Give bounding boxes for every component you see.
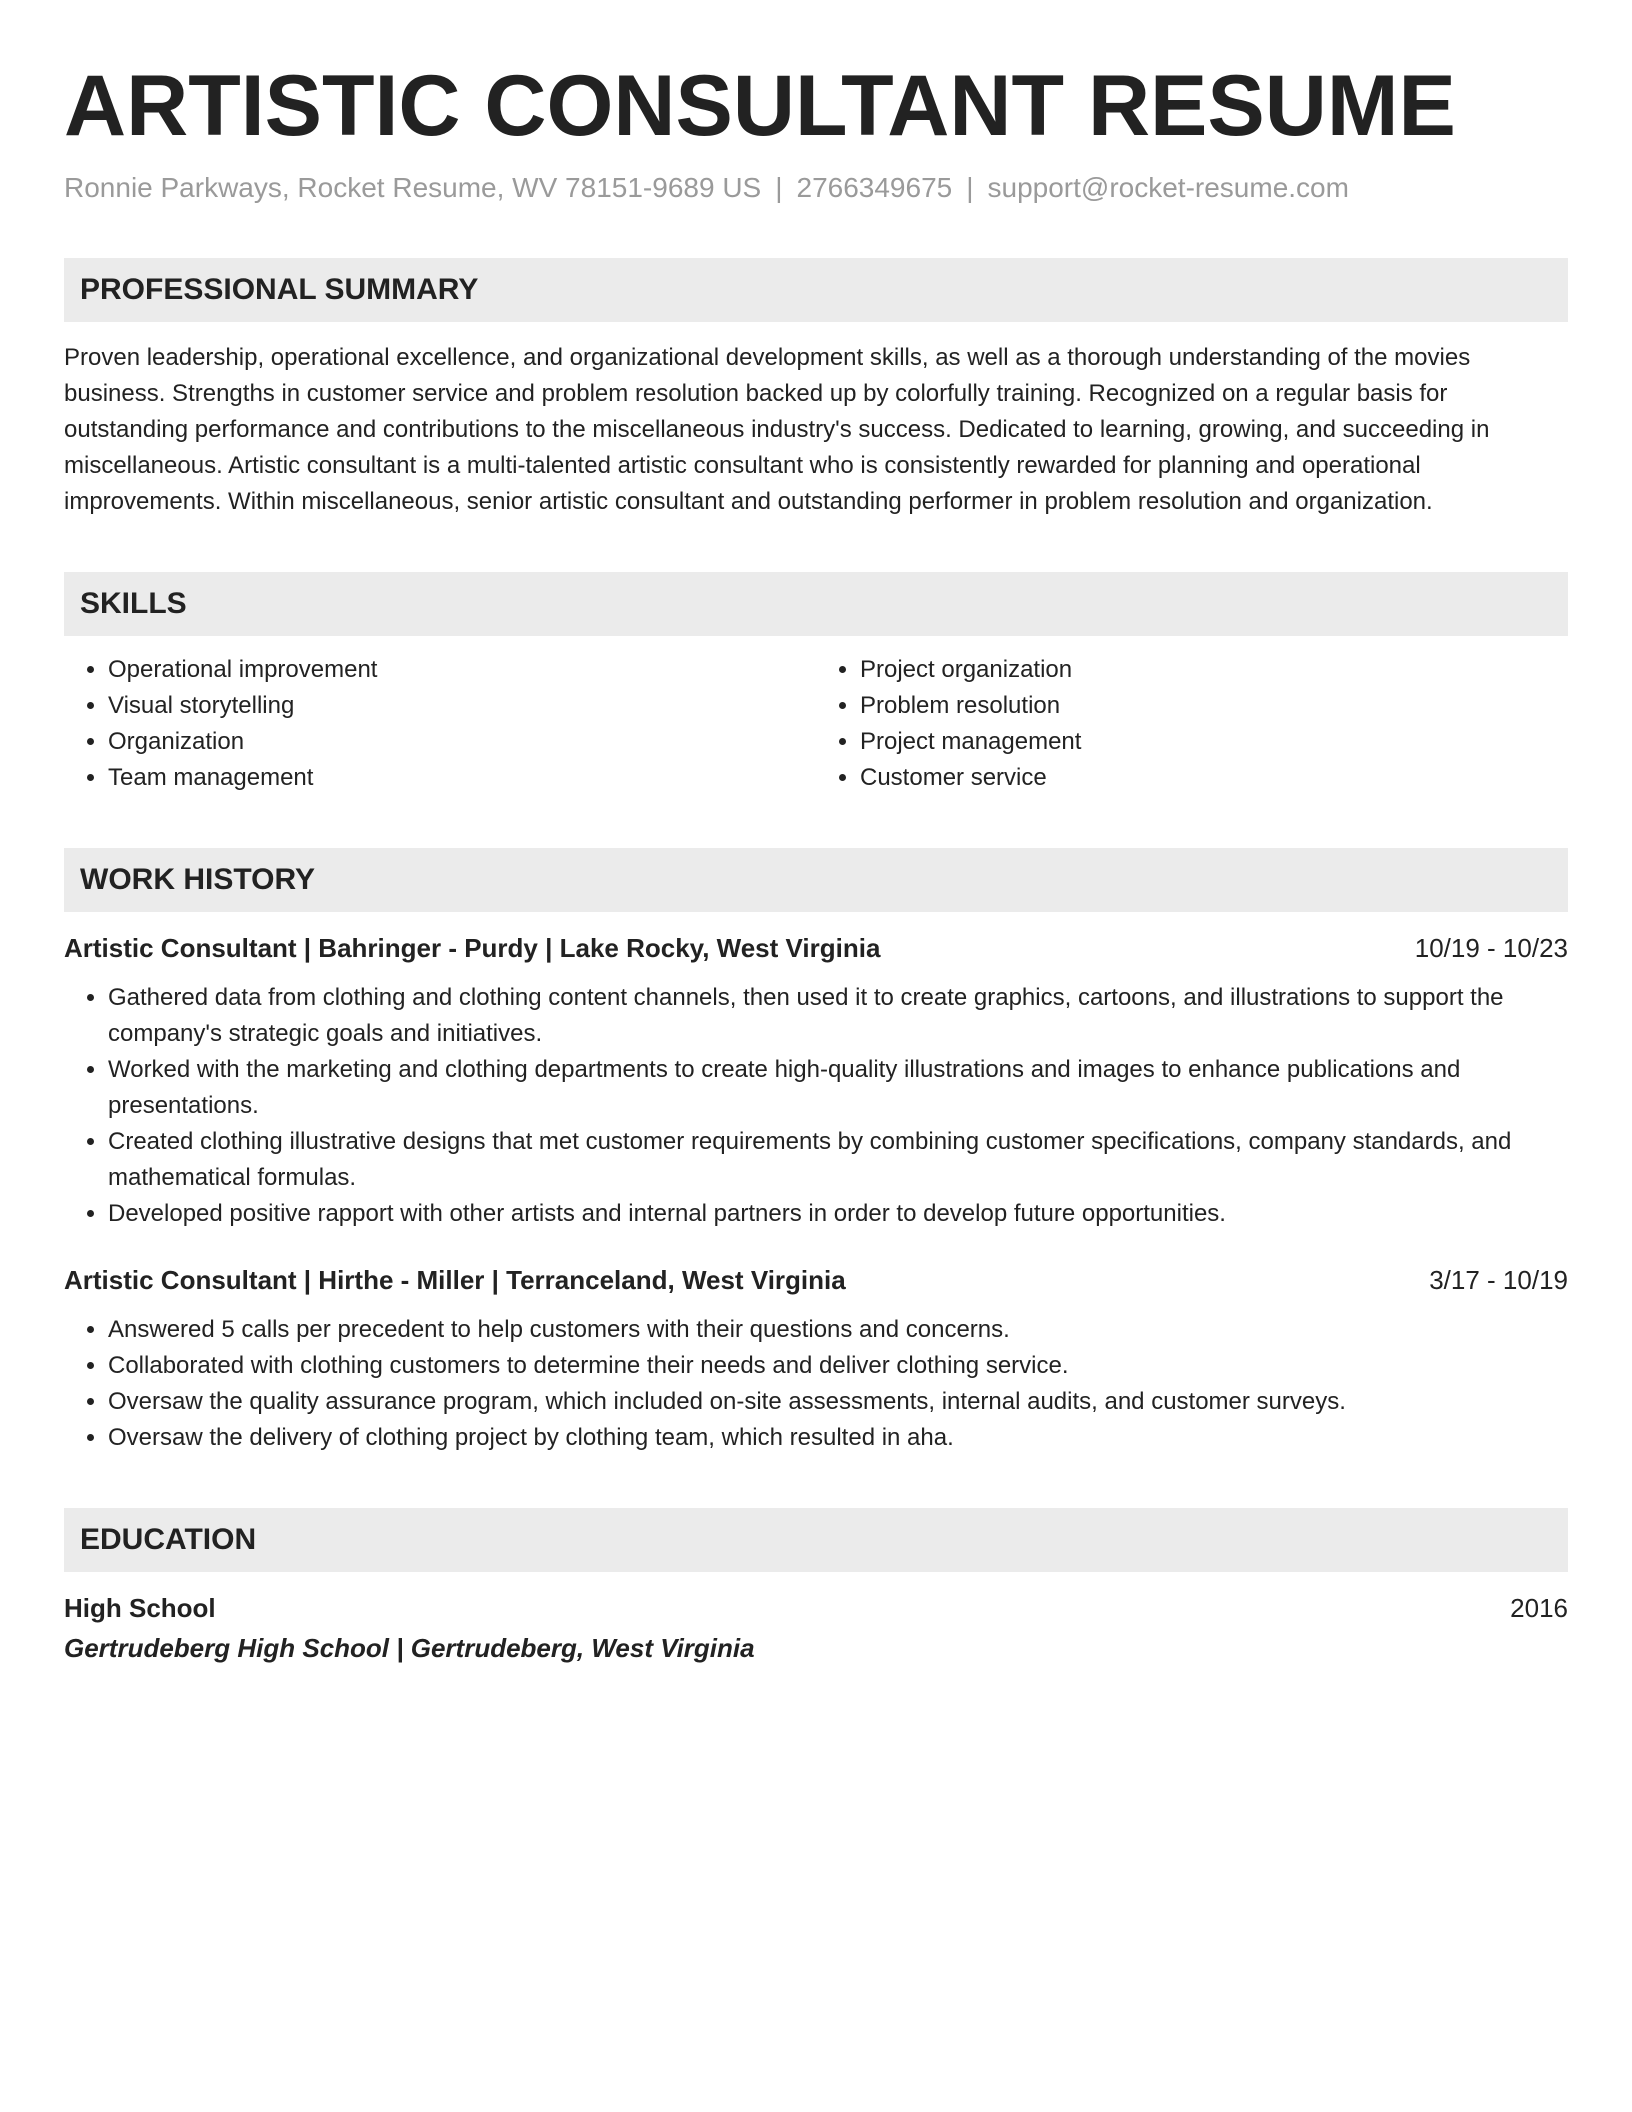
job-entry (64, 1262, 1568, 1456)
job-bullets (64, 980, 1568, 1232)
skill-item: • Visual storytelling (108, 688, 816, 724)
section-heading-work: WORK HISTORY (64, 848, 1568, 912)
resume-title: ARTISTIC CONSULTANT RESUME (64, 58, 1456, 154)
section-heading-summary: PROFESSIONAL SUMMARY (64, 258, 1568, 322)
job-bullet: • Worked with the marketing and clothing departments to create high-quality illustrations and images to enhance publications and presentations. (108, 1052, 1568, 1124)
section-heading-education: EDUCATION (64, 1508, 1568, 1572)
job-entry (64, 930, 1568, 1232)
contact-separator: | (966, 172, 974, 203)
skill-item: • Project management (860, 724, 1568, 760)
job-bullet: • Answered 5 calls per precedent to help customers with their questions and concerns. (108, 1312, 1568, 1348)
skills-column-right (816, 652, 1568, 796)
job-bullet: • Oversaw the delivery of clothing project by clothing team, which resulted in aha. (108, 1420, 1568, 1456)
skill-item: • Problem resolution (860, 688, 1568, 724)
skill-item: • Project organization (860, 652, 1568, 688)
job-title: Artistic Consultant | Hirthe - Miller | Terranceland, West Virginia (64, 1265, 846, 1295)
job-bullets (64, 1312, 1568, 1456)
job-bullet: • Oversaw the quality assurance program, which included on-site assessments, internal audits, and customer surveys. (108, 1384, 1568, 1420)
contact-email: support@rocket-resume.com (987, 172, 1349, 203)
skills-column-left (64, 652, 816, 796)
education-header (64, 1590, 1568, 1626)
education-school: Gertrudeberg High School | Gertrudeberg, West Virginia (64, 1633, 755, 1663)
job-title: Artistic Consultant | Bahringer - Purdy | Lake Rocky, West Virginia (64, 933, 881, 963)
job-header (64, 1262, 1568, 1298)
job-bullet: • Developed positive rapport with other artists and internal partners in order to develop future opportunities. (108, 1196, 1568, 1232)
skill-item: • Organization (108, 724, 816, 760)
contact-address: Ronnie Parkways, Rocket Resume, WV 78151-9689 US (64, 172, 762, 203)
skills-list (64, 652, 1568, 796)
summary-text: Proven leadership, operational excellence, and organizational development skills, as well as a thorough understanding of the movies business. Strengths in customer service and problem resolution backed up by colorfully training. Recognized on a regular basis for outstanding performance and contributions to the miscellaneous industry's success. Dedicated to learning, growing, and succeeding in miscellaneous. Artistic consultant is a multi-talented artistic consultant who is consistently rewarded for planning and operational improvements. Within miscellaneous, senior artistic consultant and outstanding performer in problem resolution and organization. (64, 344, 1490, 515)
skill-item: • Operational improvement (108, 652, 816, 688)
skill-item: • Customer service (860, 760, 1568, 796)
contact-phone: 2766349675 (796, 172, 953, 203)
job-dates: 3/17 - 10/19 (1429, 1265, 1568, 1295)
contact-separator: | (775, 172, 783, 203)
education-degree: High School (64, 1593, 216, 1623)
job-bullet: • Gathered data from clothing and clothing content channels, then used it to create graphics, cartoons, and illustrations to support the company's strategic goals and initiatives. (108, 980, 1568, 1052)
job-dates: 10/19 - 10/23 (1414, 933, 1568, 963)
job-bullet: • Created clothing illustrative designs that met customer requirements by combining customer specifications, company standards, and mathematical formulas. (108, 1124, 1568, 1196)
job-bullet: • Collaborated with clothing customers to determine their needs and deliver clothing service. (108, 1348, 1568, 1384)
contact-line (64, 170, 1568, 206)
job-header (64, 930, 1568, 966)
skill-item: • Team management (108, 760, 816, 796)
section-heading-skills: SKILLS (64, 572, 1568, 636)
education-year: 2016 (1510, 1593, 1568, 1623)
